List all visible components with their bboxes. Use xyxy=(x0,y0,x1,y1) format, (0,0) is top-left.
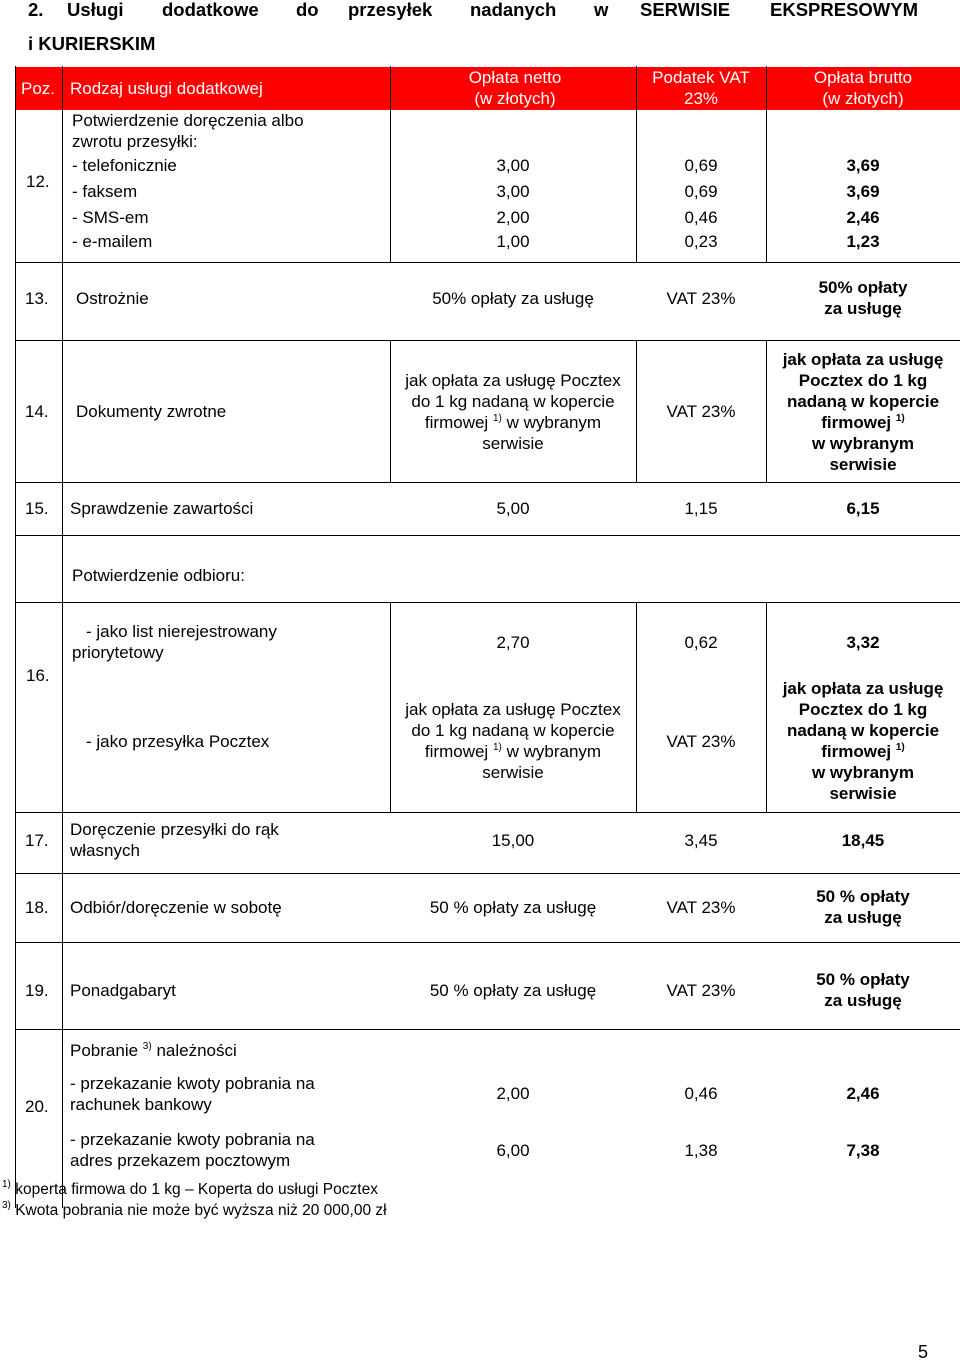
title-word: 2. xyxy=(28,0,44,20)
item-label: adres przekazem pocztowym xyxy=(70,1151,291,1170)
item-label: - przekazanie kwoty pobrania na xyxy=(70,1074,315,1093)
vat-amount: 0,69 xyxy=(684,156,718,175)
gross-fee: Pocztex do 1 kg xyxy=(798,700,928,719)
gross-fee: nadaną w kopercie xyxy=(786,721,940,740)
net-fee: jak opłata za usługę Pocztex xyxy=(405,700,621,719)
grid-line xyxy=(15,66,16,1208)
vat-amount: VAT 23% xyxy=(666,981,736,1000)
net-fee: 1,00 xyxy=(496,232,530,251)
vat-amount: 1,38 xyxy=(684,1141,718,1160)
grid-line xyxy=(15,942,960,943)
gross-fee: w wybranym xyxy=(811,763,915,782)
gross-fee: za usługę xyxy=(824,299,902,318)
net-fee: 3,00 xyxy=(496,156,530,175)
row-number: 16. xyxy=(26,666,50,685)
net-fee: 50% opłaty za usługę xyxy=(432,289,594,308)
row-number: 13. xyxy=(25,289,49,308)
item-label: priorytetowy xyxy=(72,643,164,662)
gross-fee: 2,46 xyxy=(846,208,880,227)
row-label: Potwierdzenie doręczenia albo xyxy=(72,111,304,130)
item-label: - SMS-em xyxy=(72,208,149,227)
item-label: - przekazanie kwoty pobrania na xyxy=(70,1130,315,1149)
grid-line xyxy=(15,535,960,536)
row-label: zwrotu przesyłki: xyxy=(72,132,198,151)
title-line-2: i KURIERSKIM xyxy=(28,33,156,54)
net-fee: 2,70 xyxy=(496,633,530,652)
gross-fee: 18,45 xyxy=(841,831,885,850)
vat-amount: 0,69 xyxy=(684,182,718,201)
row-number: 19. xyxy=(25,981,49,1000)
vat-amount: VAT 23% xyxy=(666,289,736,308)
gross-fee: serwisie xyxy=(829,784,897,803)
net-fee: serwisie xyxy=(482,763,544,782)
gross-fee: nadaną w kopercie xyxy=(786,392,940,411)
gross-fee: firmowej $^{1)}$ xyxy=(821,413,905,432)
item-label: - e-mailem xyxy=(72,232,153,251)
grid-line xyxy=(15,873,960,874)
row-number: 15. xyxy=(25,499,49,518)
net-fee: jak opłata za usługę Pocztex xyxy=(405,371,621,390)
gross-fee: za usługę xyxy=(824,908,902,927)
header-net-fee-unit: (w złotych) xyxy=(474,89,556,108)
gross-fee: 50% opłaty xyxy=(818,278,908,297)
gross-fee: w wybranym xyxy=(811,434,915,453)
row-label: Ponadgabaryt xyxy=(70,981,176,1000)
footnote: $^{1)}$ koperta firmowa do 1 kg – Koperta do usługi Pocztex xyxy=(2,1179,378,1198)
vat-amount: 3,45 xyxy=(684,831,718,850)
grid-line xyxy=(15,262,960,263)
gross-fee: za usługę xyxy=(824,991,902,1010)
header-gross-fee-unit: (w złotych) xyxy=(822,89,904,108)
gross-fee: jak opłata za usługę xyxy=(782,679,944,698)
row-label: Dokumenty zwrotne xyxy=(76,402,227,421)
row-number: 20. xyxy=(25,1097,49,1116)
gross-fee: Pocztex do 1 kg xyxy=(798,371,928,390)
item-label: - jako przesyłka Pocztex xyxy=(86,732,270,751)
net-fee: 15,00 xyxy=(491,831,535,850)
header-service-type: Rodzaj usługi dodatkowej xyxy=(70,79,263,98)
net-fee: serwisie xyxy=(482,434,544,453)
net-fee: 3,00 xyxy=(496,182,530,201)
item-label: - telefonicznie xyxy=(72,156,177,175)
row-label: Odbiór/doręczenie w sobotę xyxy=(70,898,282,917)
net-fee: 2,00 xyxy=(496,1084,530,1103)
gross-fee: 3,69 xyxy=(846,182,880,201)
title-word: nadanych xyxy=(470,0,557,20)
title-word: dodatkowe xyxy=(162,0,259,20)
title-word: SERWISIE xyxy=(640,0,731,20)
net-fee: do 1 kg nadaną w kopercie xyxy=(411,392,615,411)
row-number: 14. xyxy=(25,402,49,421)
gross-fee: 2,46 xyxy=(846,1084,880,1103)
row-number: 12. xyxy=(26,172,50,191)
net-fee: 50 % opłaty za usługę xyxy=(429,981,597,1000)
vat-amount: VAT 23% xyxy=(666,402,736,421)
row-number: 17. xyxy=(25,831,49,850)
gross-fee: 50 % opłaty xyxy=(816,970,910,989)
row-number: 18. xyxy=(25,898,49,917)
gross-fee: firmowej $^{1)}$ xyxy=(821,742,905,761)
header-gross-fee: Opłata brutto xyxy=(813,68,913,87)
grid-line xyxy=(15,340,960,341)
vat-amount: 0,23 xyxy=(684,232,718,251)
gross-fee: 50 % opłaty xyxy=(816,887,910,906)
row-label: Ostrożnie xyxy=(76,289,149,308)
vat-amount: VAT 23% xyxy=(666,732,736,751)
header-vat: Podatek VAT xyxy=(652,68,750,87)
title-word: do xyxy=(296,0,319,20)
title-word: w xyxy=(594,0,609,20)
vat-amount: 0,62 xyxy=(684,633,718,652)
gross-fee: jak opłata za usługę xyxy=(782,350,944,369)
net-fee: 6,00 xyxy=(496,1141,530,1160)
gross-fee: 6,15 xyxy=(846,499,880,518)
grid-line xyxy=(62,66,63,1208)
gross-fee: serwisie xyxy=(829,455,897,474)
item-label: rachunek bankowy xyxy=(70,1095,212,1114)
vat-amount: VAT 23% xyxy=(666,898,736,917)
gross-fee: 3,69 xyxy=(846,156,880,175)
row-label: Sprawdzenie zawartości xyxy=(70,499,254,518)
gross-fee: 3,32 xyxy=(846,633,880,652)
title-word: EKSPRESOWYM xyxy=(770,0,919,20)
row-label: własnych xyxy=(70,841,140,860)
title-word: przesyłek xyxy=(348,0,433,20)
net-fee: firmowej $^{1)}$ w wybranym xyxy=(424,742,602,761)
net-fee: firmowej $^{1)}$ w wybranym xyxy=(424,413,602,432)
row-label: Pobranie $^{3)}$ należności xyxy=(70,1041,237,1060)
vat-amount: 0,46 xyxy=(684,208,718,227)
gross-fee: 1,23 xyxy=(846,232,880,251)
page-number: 5 xyxy=(918,1342,929,1362)
net-fee: 2,00 xyxy=(496,208,530,227)
vat-amount: 0,46 xyxy=(684,1084,718,1103)
title-word: Usługi xyxy=(67,0,124,20)
row-label: Potwierdzenie odbioru: xyxy=(72,566,245,585)
gross-fee: 7,38 xyxy=(846,1141,880,1160)
footnote: $^{3)}$ Kwota pobrania nie może być wyższa niż 20 000,00 zł xyxy=(2,1200,387,1219)
net-fee: 50 % opłaty za usługę xyxy=(429,898,597,917)
grid-line xyxy=(15,482,960,483)
item-label: - faksem xyxy=(72,182,138,201)
grid-line xyxy=(15,812,960,813)
net-fee: do 1 kg nadaną w kopercie xyxy=(411,721,615,740)
vat-amount: 1,15 xyxy=(684,499,718,518)
header-poz: Poz. xyxy=(21,79,56,98)
grid-line xyxy=(15,1029,960,1030)
header-net-fee: Opłata netto xyxy=(468,68,562,87)
header-vat-rate: 23% xyxy=(683,89,719,108)
grid-line xyxy=(15,602,960,603)
row-label: Doręczenie przesyłki do rąk xyxy=(70,820,279,839)
item-label: - jako list nierejestrowany xyxy=(86,622,277,641)
net-fee: 5,00 xyxy=(496,499,530,518)
